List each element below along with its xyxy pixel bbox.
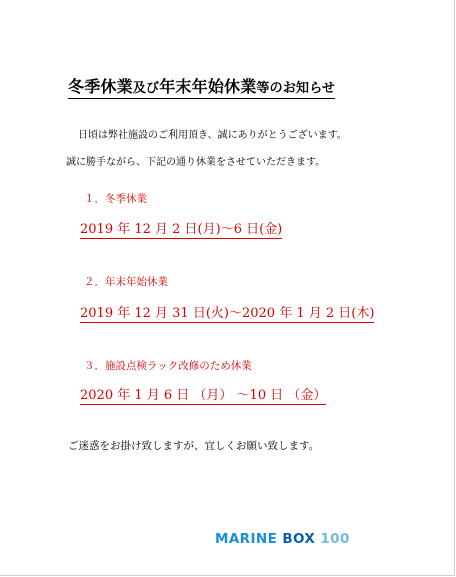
intro-line-2: 誠に勝手ながら、下記の通り休業をさせていただきます。	[66, 157, 326, 168]
title-part-3: 年末年始休業	[159, 77, 257, 96]
closing-text: ご迷惑をお掛け致しますが、宜しくお願い致します。	[68, 440, 320, 452]
section-1-heading: １．冬季休業	[84, 193, 147, 205]
section-2-dates: 2019 年 12 月 31 日(火)～2020 年 1 月 2 日(木)	[80, 302, 374, 323]
notice-title	[68, 74, 335, 99]
marinebox-logo	[215, 531, 350, 547]
section-1-dates: 2019 年 12 月 2 日(月)～6 日(金)	[80, 218, 282, 239]
logo-word-100: 100	[320, 531, 350, 547]
section-3-dates: 2020 年 1 月 6 日 （月） ～10 日 （金）	[80, 384, 326, 405]
logo-word-marine: MARINE	[215, 531, 278, 547]
title-part-2: 及び	[132, 81, 160, 96]
logo-word-box: BOX	[282, 531, 316, 547]
section-3-heading: ３．施設点検ラック改修のため休業	[84, 360, 252, 372]
title-part-1: 冬季休業	[68, 77, 133, 96]
intro-line-1: 日頃は弊社施設のご利用頂き、誠にありがとうございます。	[78, 130, 347, 141]
section-2-heading: ２．年末年始休業	[84, 276, 168, 288]
title-part-4: 等のお知らせ	[256, 81, 336, 96]
